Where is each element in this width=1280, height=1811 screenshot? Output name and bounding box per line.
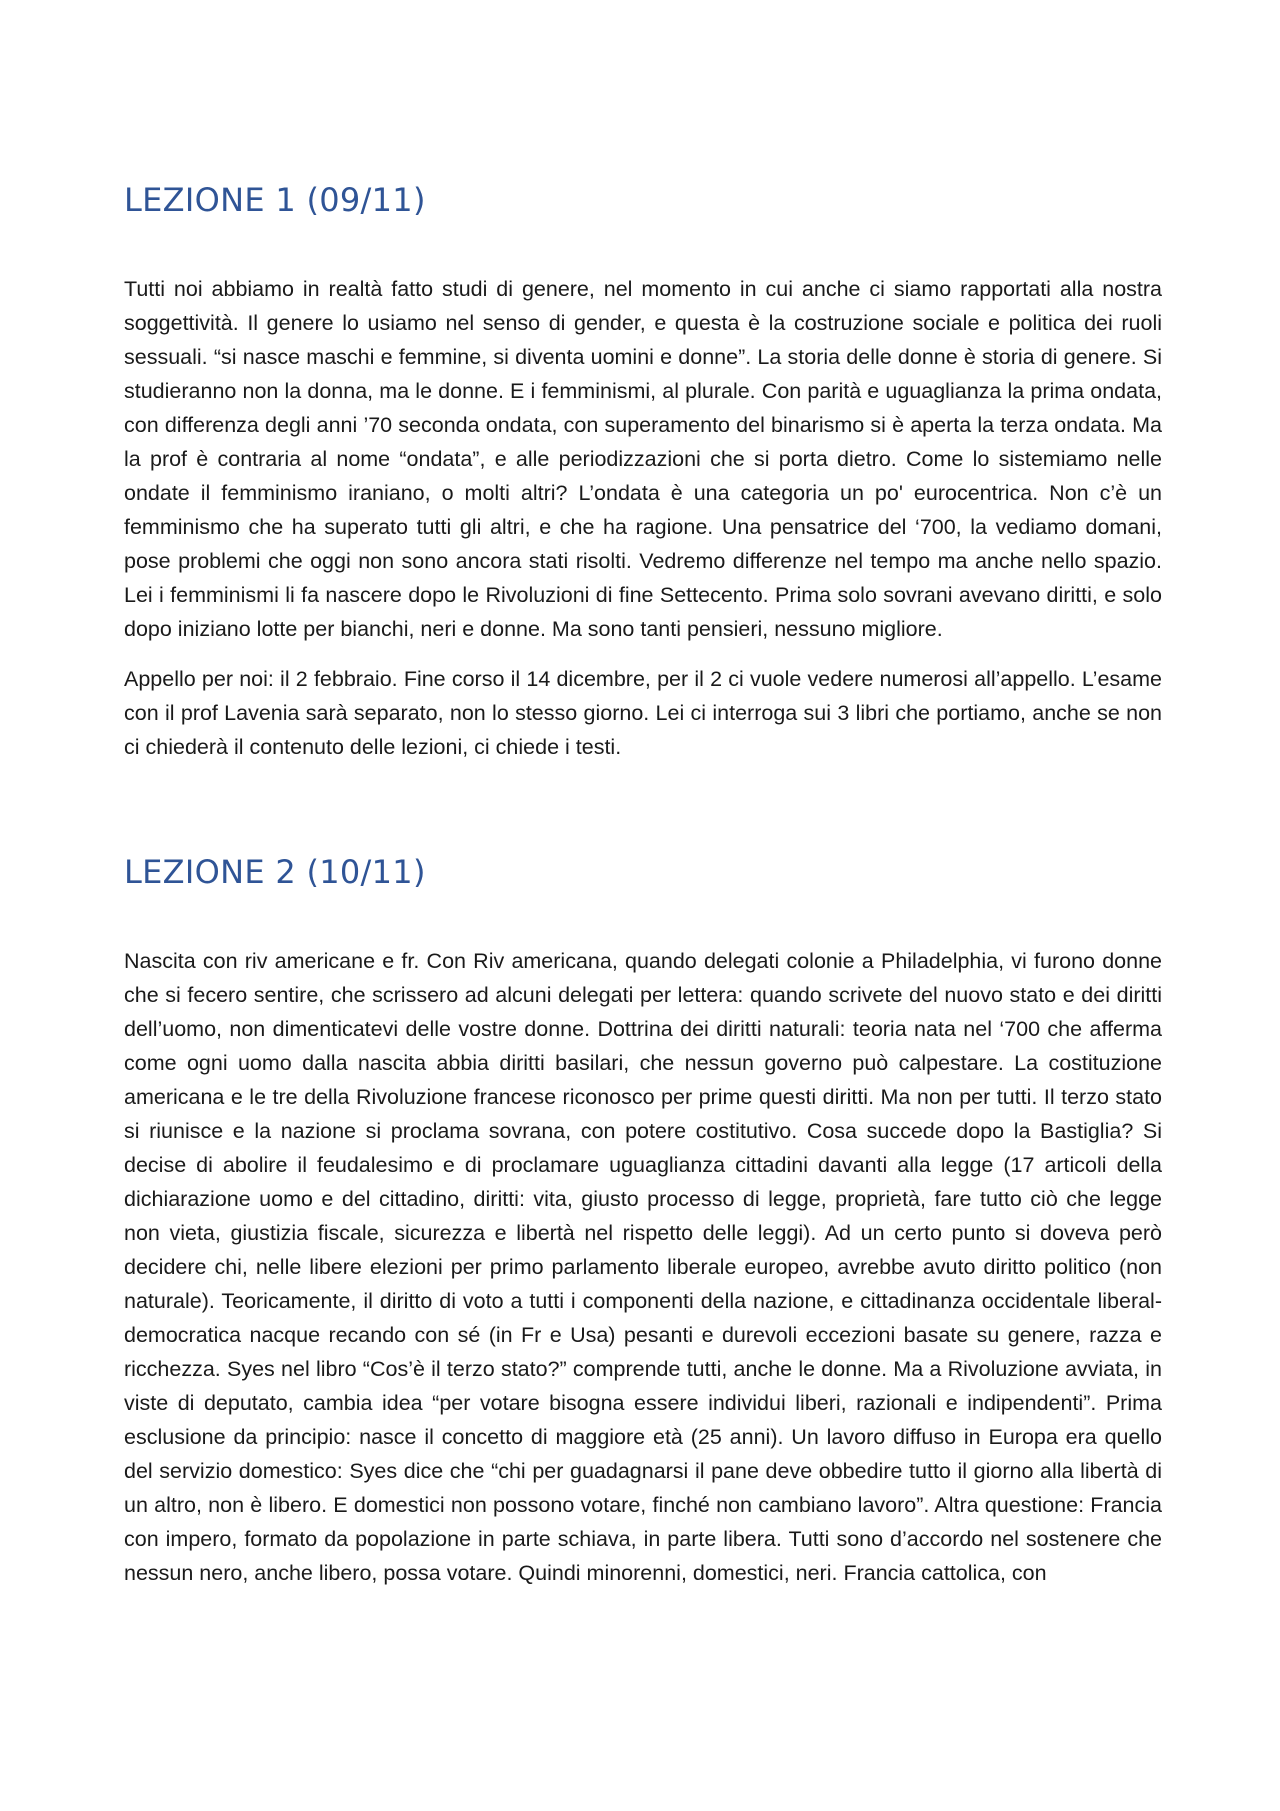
document-body — [124, 176, 1162, 1590]
lesson-1-heading: LEZIONE 1 (09/11) — [124, 181, 426, 219]
lesson-1-paragraph-2: Appello per noi: il 2 febbraio. Fine corso il 14 dicembre, per il 2 ci vuole vedere numerosi all’appello. L’esame con il prof Lavenia sarà separato, non lo stesso giorno. Lei ci interroga sui 3 libri che portiamo, anche se non ci chiederà il contenuto delle lezioni, ci chiede i testi. — [124, 667, 1162, 759]
lesson-2-paragraph-1: Nascita con riv americane e fr. Con Riv americana, quando delegati colonie a Philadelphia, vi furono donne che si fecero sentire, che scrissero ad alcuni delegati per lettera: quando scrivete del nuovo stato e dei diritti dell’uomo, non dimenticatevi delle vostre donne. Dottrina dei diritti naturali: teoria nata nel ‘700 che afferma come ogni uomo dalla nascita abbia diritti basilari, che nessun governo può calpestare. La costituzione americana e le tre della Rivoluzione francese riconosco per prime questi diritti. Ma non per tutti. Il terzo stato si riunisce e la nazione si proclama sovrana, con potere costitutivo. Cosa succede dopo la Bastiglia? Si decise di abolire il feudalesimo e di proclamare uguaglianza cittadini davanti alla legge (17 articoli della dichiarazione uomo e del cittadino, diritti: vita, giusto processo di legge, proprietà, fare tutto ciò che legge non vieta, giustizia fiscale, sicurezza e libertà nel rispetto delle leggi). Ad un certo punto si doveva però decidere chi, nelle libere elezioni per primo parlamento liberale europeo, avrebbe avuto diritto politico (non naturale). Teoricamente, il diritto di voto a tutti i componenti della nazione, e cittadinanza occidentale liberal-democratica nacque recando con sé (in Fr e Usa) pesanti e durevoli eccezioni basate su genere, razza e ricchezza. Syes nel libro “Cos’è il terzo stato?” comprende tutti, anche le donne. Ma a Rivoluzione avviata, in viste di deputato, cambia idea “per votare bisogna essere individui liberi, razionali e indipendenti”. Prima esclusione da principio: nasce il concetto di maggiore età (25 anni). Un lavoro diffuso in Europa era quello del servizio domestico: Syes dice che “chi per guadagnarsi il pane deve obbedire tutto il giorno alla libertà di un altro, non è libero. E domestici non possono votare, finché non cambiano lavoro”. Altra questione: Francia con impero, formato da popolazione in parte schiava, in parte libera. Tutti sono d’accordo nel sostenere che nessun nero, anche libero, possa votare. Quindi minorenni, domestici, neri. Francia cattolica, con — [124, 949, 1162, 1585]
lesson-1-paragraph-1: Tutti noi abbiamo in realtà fatto studi di genere, nel momento in cui anche ci siamo rapportati alla nostra soggettività. Il genere lo usiamo nel senso di gender, e questa è la costruzione sociale e politica dei ruoli sessuali. “si nasce maschi e femmine, si diventa uomini e donne”. La storia delle donne è storia di genere. Si studieranno non la donna, ma le donne. E i femminismi, al plurale. Con parità e uguaglianza la prima ondata, con differenza degli anni ’70 seconda ondata, con superamento del binarismo si è aperta la terza ondata. Ma la prof è contraria al nome “ondata”, e alle periodizzazioni che si porta dietro. Come lo sistemiamo nelle ondate il femminismo iraniano, o molti altri? L’ondata è una categoria un po' eurocentrica. Non c’è un femminismo che ha superato tutti gli altri, e che ha ragione. Una pensatrice del ‘700, la vediamo domani, pose problemi che oggi non sono ancora stati risolti. Vedremo differenze nel tempo ma anche nello spazio. Lei i femminismi li fa nascere dopo le Rivoluzioni di fine Settecento. Prima solo sovrani avevano diritti, e solo dopo iniziano lotte per bianchi, neri e donne. Ma sono tanti pensieri, nessuno migliore. — [124, 277, 1162, 641]
lesson-2-heading: LEZIONE 2 (10/11) — [124, 853, 426, 891]
